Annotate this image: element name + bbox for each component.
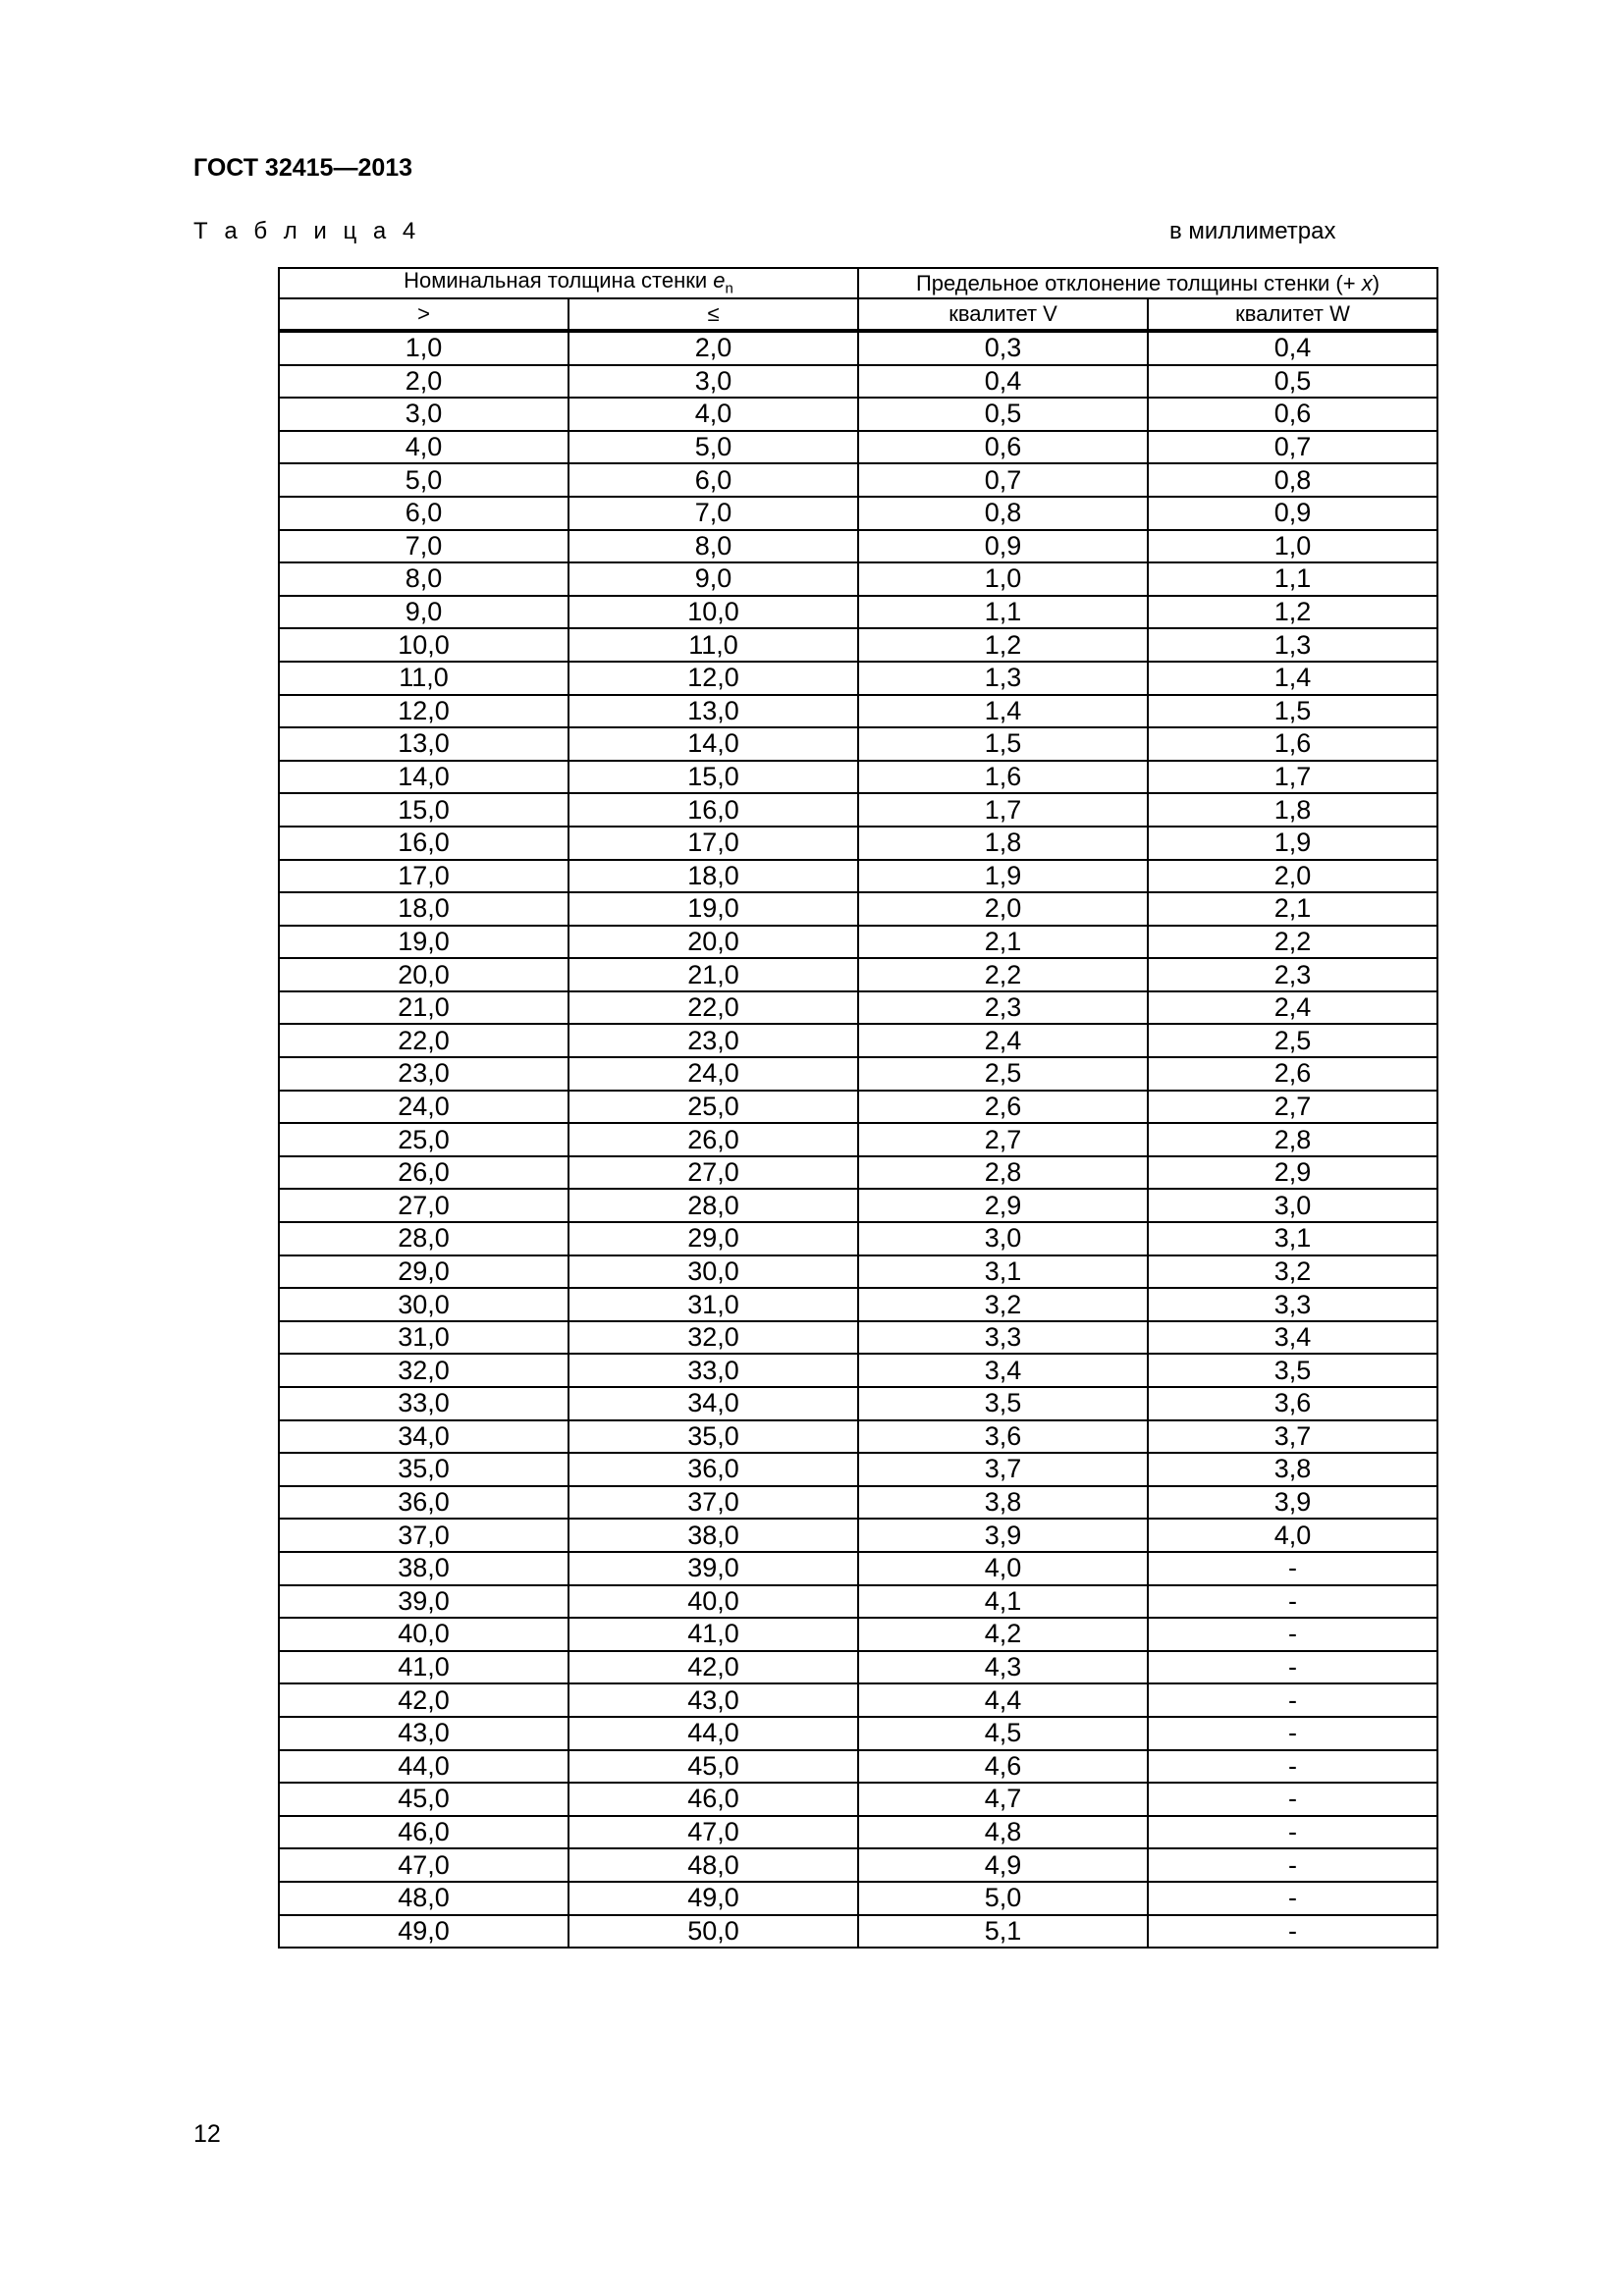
table-row bbox=[279, 1750, 1437, 1784]
cell-tolerance-w: 2,5 bbox=[1148, 1024, 1437, 1057]
cell-tolerance-w: 1,8 bbox=[1148, 793, 1437, 827]
cell-thickness-to: 2,0 bbox=[568, 331, 858, 365]
table-row bbox=[279, 1091, 1437, 1124]
cell-tolerance-v: 1,1 bbox=[858, 596, 1148, 629]
header-col-grade-v: квалитет V bbox=[858, 298, 1148, 331]
cell-tolerance-w: - bbox=[1148, 1816, 1437, 1849]
cell-tolerance-v: 3,0 bbox=[858, 1222, 1148, 1255]
cell-thickness-to: 44,0 bbox=[568, 1717, 858, 1750]
cell-thickness-from: 39,0 bbox=[279, 1585, 568, 1619]
cell-tolerance-v: 3,5 bbox=[858, 1387, 1148, 1420]
cell-thickness-to: 33,0 bbox=[568, 1354, 858, 1387]
cell-tolerance-v: 2,4 bbox=[858, 1024, 1148, 1057]
header-col-less-or-equal: ≤ bbox=[568, 298, 858, 331]
cell-thickness-to: 34,0 bbox=[568, 1387, 858, 1420]
cell-thickness-from: 28,0 bbox=[279, 1222, 568, 1255]
cell-tolerance-v: 3,8 bbox=[858, 1486, 1148, 1520]
cell-thickness-from: 20,0 bbox=[279, 958, 568, 991]
cell-tolerance-w: 2,3 bbox=[1148, 958, 1437, 991]
table-caption: Т а б л и ц а 4 bbox=[193, 218, 421, 244]
cell-thickness-to: 18,0 bbox=[568, 860, 858, 893]
cell-thickness-to: 46,0 bbox=[568, 1783, 858, 1816]
symbol-e: e bbox=[713, 268, 726, 294]
table-row bbox=[279, 1552, 1437, 1585]
table-body bbox=[279, 331, 1437, 1948]
cell-thickness-to: 8,0 bbox=[568, 530, 858, 563]
cell-thickness-from: 6,0 bbox=[279, 497, 568, 530]
table-row bbox=[279, 331, 1437, 365]
table-row bbox=[279, 1783, 1437, 1816]
table-row bbox=[279, 1882, 1437, 1915]
cell-tolerance-v: 1,5 bbox=[858, 727, 1148, 761]
cell-tolerance-v: 1,8 bbox=[858, 827, 1148, 860]
cell-thickness-from: 32,0 bbox=[279, 1354, 568, 1387]
cell-thickness-from: 27,0 bbox=[279, 1189, 568, 1222]
cell-tolerance-v: 2,3 bbox=[858, 991, 1148, 1025]
cell-tolerance-v: 2,8 bbox=[858, 1156, 1148, 1190]
cell-tolerance-w: - bbox=[1148, 1683, 1437, 1717]
cell-thickness-from: 41,0 bbox=[279, 1651, 568, 1684]
cell-thickness-to: 24,0 bbox=[568, 1057, 858, 1091]
cell-thickness-to: 5,0 bbox=[568, 431, 858, 464]
table-row bbox=[279, 926, 1437, 959]
header-col-grade-w: квалитет W bbox=[1148, 298, 1437, 331]
table-row bbox=[279, 1420, 1437, 1454]
cell-tolerance-v: 2,0 bbox=[858, 892, 1148, 926]
table-row bbox=[279, 1486, 1437, 1520]
cell-thickness-from: 25,0 bbox=[279, 1123, 568, 1156]
cell-tolerance-w: 3,7 bbox=[1148, 1420, 1437, 1454]
cell-thickness-from: 1,0 bbox=[279, 331, 568, 365]
cell-thickness-from: 8,0 bbox=[279, 562, 568, 596]
table-row bbox=[279, 662, 1437, 695]
cell-tolerance-v: 2,9 bbox=[858, 1189, 1148, 1222]
cell-tolerance-v: 4,5 bbox=[858, 1717, 1148, 1750]
cell-thickness-from: 30,0 bbox=[279, 1288, 568, 1321]
cell-tolerance-v: 0,9 bbox=[858, 530, 1148, 563]
table-row bbox=[279, 398, 1437, 431]
cell-thickness-from: 14,0 bbox=[279, 761, 568, 794]
cell-thickness-from: 36,0 bbox=[279, 1486, 568, 1520]
cell-thickness-from: 23,0 bbox=[279, 1057, 568, 1091]
table-row bbox=[279, 1915, 1437, 1949]
table-row bbox=[279, 727, 1437, 761]
cell-thickness-from: 2,0 bbox=[279, 365, 568, 399]
cell-thickness-from: 24,0 bbox=[279, 1091, 568, 1124]
cell-thickness-from: 33,0 bbox=[279, 1387, 568, 1420]
table-row bbox=[279, 1618, 1437, 1651]
table-row bbox=[279, 761, 1437, 794]
cell-thickness-to: 15,0 bbox=[568, 761, 858, 794]
table-row bbox=[279, 431, 1437, 464]
cell-thickness-from: 49,0 bbox=[279, 1915, 568, 1949]
cell-tolerance-v: 0,7 bbox=[858, 463, 1148, 497]
cell-tolerance-v: 1,4 bbox=[858, 695, 1148, 728]
cell-thickness-from: 31,0 bbox=[279, 1321, 568, 1355]
cell-tolerance-v: 2,2 bbox=[858, 958, 1148, 991]
cell-thickness-from: 12,0 bbox=[279, 695, 568, 728]
table-row bbox=[279, 793, 1437, 827]
table-row bbox=[279, 365, 1437, 399]
cell-thickness-to: 48,0 bbox=[568, 1848, 858, 1882]
cell-thickness-from: 18,0 bbox=[279, 892, 568, 926]
cell-thickness-to: 26,0 bbox=[568, 1123, 858, 1156]
cell-tolerance-w: 3,4 bbox=[1148, 1321, 1437, 1355]
cell-tolerance-v: 0,8 bbox=[858, 497, 1148, 530]
cell-thickness-from: 45,0 bbox=[279, 1783, 568, 1816]
cell-tolerance-w: - bbox=[1148, 1915, 1437, 1949]
cell-thickness-to: 4,0 bbox=[568, 398, 858, 431]
cell-tolerance-v: 4,1 bbox=[858, 1585, 1148, 1619]
cell-thickness-from: 15,0 bbox=[279, 793, 568, 827]
table-row bbox=[279, 1024, 1437, 1057]
cell-thickness-from: 38,0 bbox=[279, 1552, 568, 1585]
cell-tolerance-v: 1,0 bbox=[858, 562, 1148, 596]
cell-thickness-from: 19,0 bbox=[279, 926, 568, 959]
cell-thickness-to: 37,0 bbox=[568, 1486, 858, 1520]
cell-tolerance-w: 1,6 bbox=[1148, 727, 1437, 761]
cell-thickness-from: 34,0 bbox=[279, 1420, 568, 1454]
wall-thickness-tolerance-table bbox=[278, 267, 1438, 1949]
table-row bbox=[279, 497, 1437, 530]
cell-thickness-to: 14,0 bbox=[568, 727, 858, 761]
cell-thickness-from: 10,0 bbox=[279, 628, 568, 662]
cell-thickness-from: 4,0 bbox=[279, 431, 568, 464]
cell-tolerance-v: 0,5 bbox=[858, 398, 1148, 431]
cell-tolerance-w: 3,9 bbox=[1148, 1486, 1437, 1520]
cell-thickness-to: 12,0 bbox=[568, 662, 858, 695]
table-row bbox=[279, 827, 1437, 860]
table-row bbox=[279, 1189, 1437, 1222]
cell-tolerance-v: 4,0 bbox=[858, 1552, 1148, 1585]
cell-tolerance-w: - bbox=[1148, 1848, 1437, 1882]
cell-thickness-from: 26,0 bbox=[279, 1156, 568, 1190]
cell-tolerance-v: 5,0 bbox=[858, 1882, 1148, 1915]
cell-tolerance-w: - bbox=[1148, 1552, 1437, 1585]
table-row bbox=[279, 860, 1437, 893]
cell-thickness-from: 47,0 bbox=[279, 1848, 568, 1882]
cell-tolerance-w: 3,3 bbox=[1148, 1288, 1437, 1321]
cell-thickness-from: 21,0 bbox=[279, 991, 568, 1025]
cell-thickness-from: 7,0 bbox=[279, 530, 568, 563]
cell-tolerance-w: - bbox=[1148, 1717, 1437, 1750]
cell-tolerance-w: 2,9 bbox=[1148, 1156, 1437, 1190]
cell-thickness-to: 22,0 bbox=[568, 991, 858, 1025]
cell-tolerance-w: 2,1 bbox=[1148, 892, 1437, 926]
cell-thickness-from: 17,0 bbox=[279, 860, 568, 893]
cell-thickness-to: 19,0 bbox=[568, 892, 858, 926]
cell-tolerance-w: 0,8 bbox=[1148, 463, 1437, 497]
cell-tolerance-v: 0,4 bbox=[858, 365, 1148, 399]
cell-tolerance-w: 1,2 bbox=[1148, 596, 1437, 629]
cell-thickness-from: 5,0 bbox=[279, 463, 568, 497]
cell-tolerance-w: 1,7 bbox=[1148, 761, 1437, 794]
cell-tolerance-w: 2,2 bbox=[1148, 926, 1437, 959]
header-nominal-thickness-label: Номинальная толщина стенки bbox=[404, 268, 714, 294]
cell-tolerance-v: 4,4 bbox=[858, 1683, 1148, 1717]
table-row bbox=[279, 1816, 1437, 1849]
symbol-x: x bbox=[1361, 270, 1373, 295]
cell-thickness-to: 31,0 bbox=[568, 1288, 858, 1321]
cell-thickness-from: 29,0 bbox=[279, 1255, 568, 1289]
table-row bbox=[279, 892, 1437, 926]
cell-thickness-to: 45,0 bbox=[568, 1750, 858, 1784]
cell-tolerance-w: - bbox=[1148, 1585, 1437, 1619]
cell-tolerance-v: 4,3 bbox=[858, 1651, 1148, 1684]
cell-thickness-to: 47,0 bbox=[568, 1816, 858, 1849]
header-row-groups bbox=[279, 268, 1437, 298]
table-row bbox=[279, 1354, 1437, 1387]
table-row bbox=[279, 1222, 1437, 1255]
table-row bbox=[279, 1123, 1437, 1156]
cell-tolerance-w: 3,6 bbox=[1148, 1387, 1437, 1420]
cell-tolerance-w: 0,5 bbox=[1148, 365, 1437, 399]
cell-thickness-to: 3,0 bbox=[568, 365, 858, 399]
cell-tolerance-w: 0,9 bbox=[1148, 497, 1437, 530]
cell-tolerance-v: 2,1 bbox=[858, 926, 1148, 959]
cell-tolerance-w: 1,5 bbox=[1148, 695, 1437, 728]
cell-tolerance-w: 0,7 bbox=[1148, 431, 1437, 464]
cell-thickness-from: 44,0 bbox=[279, 1750, 568, 1784]
header-row-columns bbox=[279, 298, 1437, 331]
cell-tolerance-w: 2,6 bbox=[1148, 1057, 1437, 1091]
cell-thickness-to: 10,0 bbox=[568, 596, 858, 629]
cell-thickness-from: 35,0 bbox=[279, 1453, 568, 1486]
cell-thickness-to: 11,0 bbox=[568, 628, 858, 662]
cell-tolerance-w: 3,1 bbox=[1148, 1222, 1437, 1255]
cell-thickness-from: 48,0 bbox=[279, 1882, 568, 1915]
header-thickness-tolerance bbox=[858, 268, 1437, 298]
cell-tolerance-w: 1,9 bbox=[1148, 827, 1437, 860]
cell-tolerance-v: 4,9 bbox=[858, 1848, 1148, 1882]
table-row bbox=[279, 596, 1437, 629]
cell-tolerance-v: 4,7 bbox=[858, 1783, 1148, 1816]
cell-thickness-to: 40,0 bbox=[568, 1585, 858, 1619]
cell-thickness-from: 46,0 bbox=[279, 1816, 568, 1849]
cell-tolerance-v: 1,3 bbox=[858, 662, 1148, 695]
cell-tolerance-v: 1,6 bbox=[858, 761, 1148, 794]
table-row bbox=[279, 1848, 1437, 1882]
document-code: ГОСТ 32415—2013 bbox=[193, 154, 413, 182]
cell-tolerance-v: 3,1 bbox=[858, 1255, 1148, 1289]
table-units: в миллиметрах bbox=[1169, 218, 1336, 244]
cell-thickness-to: 42,0 bbox=[568, 1651, 858, 1684]
cell-thickness-from: 3,0 bbox=[279, 398, 568, 431]
table-row bbox=[279, 1288, 1437, 1321]
cell-thickness-to: 21,0 bbox=[568, 958, 858, 991]
cell-tolerance-w: 3,5 bbox=[1148, 1354, 1437, 1387]
table-row bbox=[279, 1255, 1437, 1289]
cell-thickness-to: 20,0 bbox=[568, 926, 858, 959]
table-header bbox=[279, 268, 1437, 331]
cell-tolerance-w: 0,4 bbox=[1148, 331, 1437, 365]
cell-thickness-to: 39,0 bbox=[568, 1552, 858, 1585]
table-row bbox=[279, 463, 1437, 497]
cell-thickness-to: 28,0 bbox=[568, 1189, 858, 1222]
cell-tolerance-w: 1,4 bbox=[1148, 662, 1437, 695]
table-row bbox=[279, 695, 1437, 728]
cell-thickness-to: 35,0 bbox=[568, 1420, 858, 1454]
cell-tolerance-v: 3,3 bbox=[858, 1321, 1148, 1355]
cell-thickness-to: 23,0 bbox=[568, 1024, 858, 1057]
cell-tolerance-w: 2,7 bbox=[1148, 1091, 1437, 1124]
cell-thickness-to: 9,0 bbox=[568, 562, 858, 596]
cell-tolerance-v: 1,9 bbox=[858, 860, 1148, 893]
table-row bbox=[279, 628, 1437, 662]
cell-thickness-from: 11,0 bbox=[279, 662, 568, 695]
cell-tolerance-w: 2,8 bbox=[1148, 1123, 1437, 1156]
cell-thickness-to: 7,0 bbox=[568, 497, 858, 530]
cell-tolerance-w: 1,3 bbox=[1148, 628, 1437, 662]
table-row bbox=[279, 1683, 1437, 1717]
table-row bbox=[279, 1651, 1437, 1684]
cell-tolerance-v: 2,7 bbox=[858, 1123, 1148, 1156]
cell-tolerance-v: 1,2 bbox=[858, 628, 1148, 662]
cell-tolerance-w: - bbox=[1148, 1783, 1437, 1816]
page-number: 12 bbox=[193, 2120, 221, 2148]
cell-thickness-to: 13,0 bbox=[568, 695, 858, 728]
cell-tolerance-w: - bbox=[1148, 1651, 1437, 1684]
cell-thickness-from: 9,0 bbox=[279, 596, 568, 629]
cell-thickness-to: 29,0 bbox=[568, 1222, 858, 1255]
table-row bbox=[279, 1453, 1437, 1486]
cell-tolerance-w: - bbox=[1148, 1882, 1437, 1915]
table-row bbox=[279, 1321, 1437, 1355]
cell-thickness-from: 42,0 bbox=[279, 1683, 568, 1717]
cell-thickness-to: 38,0 bbox=[568, 1519, 858, 1552]
cell-tolerance-v: 0,3 bbox=[858, 331, 1148, 365]
cell-tolerance-v: 4,6 bbox=[858, 1750, 1148, 1784]
cell-tolerance-w: - bbox=[1148, 1750, 1437, 1784]
table-row bbox=[279, 562, 1437, 596]
header-thickness-tolerance-label: Предельное отклонение толщины стенки (+ bbox=[915, 270, 1362, 295]
subscript-n: n bbox=[725, 280, 733, 297]
cell-thickness-to: 43,0 bbox=[568, 1683, 858, 1717]
cell-tolerance-w: 2,0 bbox=[1148, 860, 1437, 893]
cell-tolerance-v: 5,1 bbox=[858, 1915, 1148, 1949]
cell-tolerance-w: 1,0 bbox=[1148, 530, 1437, 563]
header-thickness-tolerance-close: ) bbox=[1372, 270, 1380, 295]
table-row bbox=[279, 958, 1437, 991]
cell-thickness-to: 50,0 bbox=[568, 1915, 858, 1949]
cell-thickness-to: 49,0 bbox=[568, 1882, 858, 1915]
table-row bbox=[279, 1057, 1437, 1091]
cell-thickness-from: 16,0 bbox=[279, 827, 568, 860]
cell-thickness-to: 41,0 bbox=[568, 1618, 858, 1651]
cell-tolerance-w: - bbox=[1148, 1618, 1437, 1651]
cell-tolerance-w: 3,0 bbox=[1148, 1189, 1437, 1222]
cell-tolerance-v: 3,6 bbox=[858, 1420, 1148, 1454]
cell-tolerance-w: 2,4 bbox=[1148, 991, 1437, 1025]
cell-thickness-from: 22,0 bbox=[279, 1024, 568, 1057]
cell-tolerance-v: 4,8 bbox=[858, 1816, 1148, 1849]
cell-tolerance-v: 2,6 bbox=[858, 1091, 1148, 1124]
cell-tolerance-v: 3,2 bbox=[858, 1288, 1148, 1321]
cell-tolerance-w: 3,8 bbox=[1148, 1453, 1437, 1486]
cell-thickness-from: 43,0 bbox=[279, 1717, 568, 1750]
cell-thickness-from: 40,0 bbox=[279, 1618, 568, 1651]
header-nominal-thickness bbox=[279, 268, 858, 298]
cell-tolerance-w: 3,2 bbox=[1148, 1255, 1437, 1289]
cell-tolerance-v: 3,9 bbox=[858, 1519, 1148, 1552]
cell-tolerance-w: 0,6 bbox=[1148, 398, 1437, 431]
table-row bbox=[279, 1387, 1437, 1420]
cell-thickness-to: 36,0 bbox=[568, 1453, 858, 1486]
cell-thickness-from: 37,0 bbox=[279, 1519, 568, 1552]
table-row bbox=[279, 530, 1437, 563]
cell-tolerance-v: 4,2 bbox=[858, 1618, 1148, 1651]
table-row bbox=[279, 991, 1437, 1025]
cell-thickness-to: 6,0 bbox=[568, 463, 858, 497]
cell-thickness-to: 25,0 bbox=[568, 1091, 858, 1124]
cell-tolerance-v: 2,5 bbox=[858, 1057, 1148, 1091]
cell-tolerance-v: 3,7 bbox=[858, 1453, 1148, 1486]
header-col-greater-than: > bbox=[279, 298, 568, 331]
cell-tolerance-w: 4,0 bbox=[1148, 1519, 1437, 1552]
cell-thickness-to: 27,0 bbox=[568, 1156, 858, 1190]
table-row bbox=[279, 1717, 1437, 1750]
cell-tolerance-v: 3,4 bbox=[858, 1354, 1148, 1387]
cell-thickness-from: 13,0 bbox=[279, 727, 568, 761]
cell-thickness-to: 30,0 bbox=[568, 1255, 858, 1289]
cell-thickness-to: 32,0 bbox=[568, 1321, 858, 1355]
cell-thickness-to: 16,0 bbox=[568, 793, 858, 827]
cell-tolerance-v: 1,7 bbox=[858, 793, 1148, 827]
cell-tolerance-w: 1,1 bbox=[1148, 562, 1437, 596]
table-row bbox=[279, 1519, 1437, 1552]
table-row bbox=[279, 1156, 1437, 1190]
cell-tolerance-v: 0,6 bbox=[858, 431, 1148, 464]
table-row bbox=[279, 1585, 1437, 1619]
cell-thickness-to: 17,0 bbox=[568, 827, 858, 860]
